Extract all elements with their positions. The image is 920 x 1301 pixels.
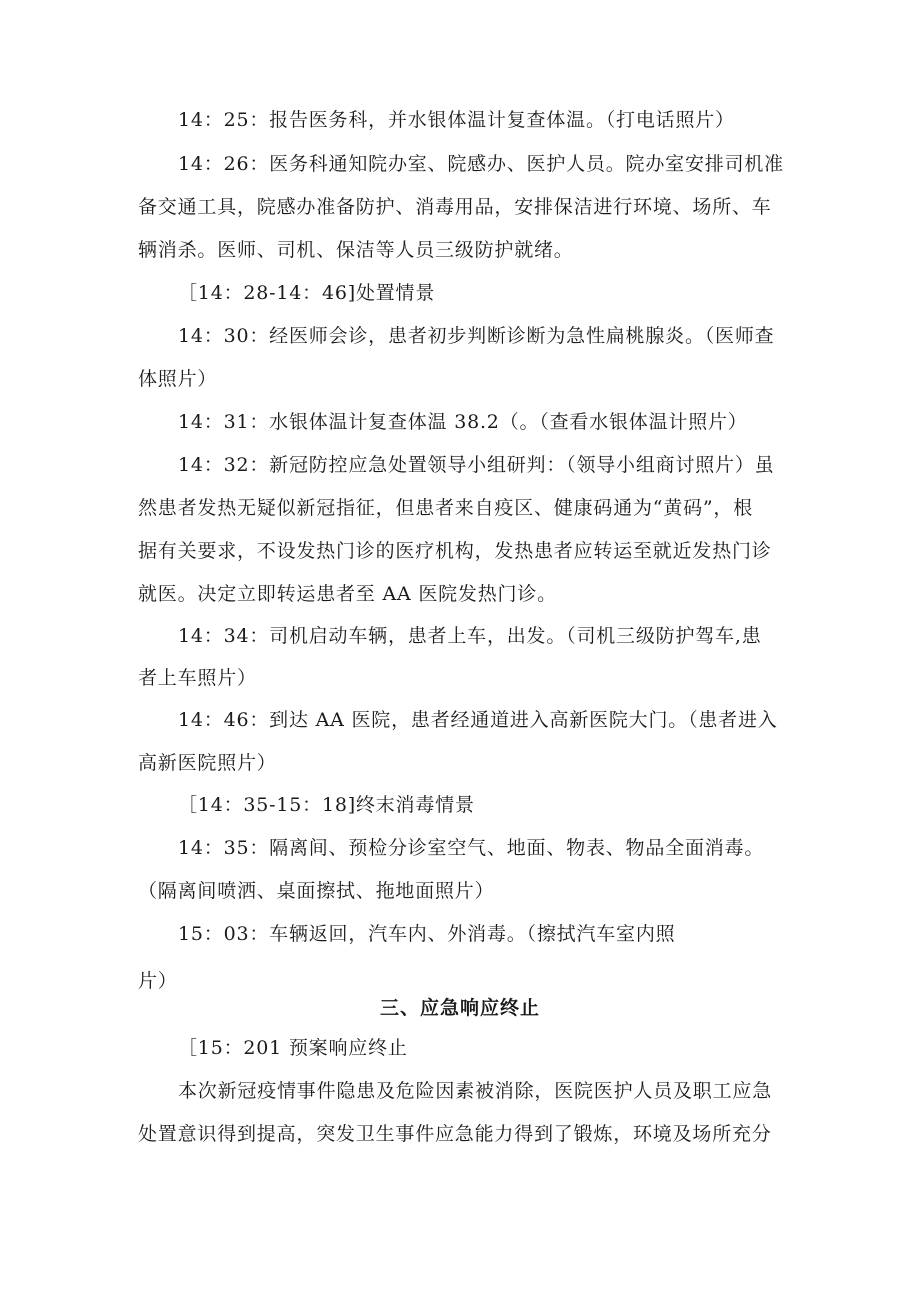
paragraph-line: 就医。决定立即转运患者至 AA 医院发热门诊。 xyxy=(138,583,557,605)
paragraph-line: 14：26：医务科通知院办室、院感办、医护人员。院办室安排司机准 xyxy=(178,153,784,175)
paragraph-line: 本次新冠疫情事件隐患及危险因素被消除，医院医护人员及职工应急 xyxy=(178,1080,773,1102)
paragraph-line: （隔离间喷洒、桌面擦拭、拖地面照片） xyxy=(138,880,495,902)
paragraph-line: 14：32：新冠防控应急处置领导小组研判：（领导小组商讨照片）虽 xyxy=(178,454,775,476)
paragraph-line: 片） xyxy=(138,970,178,992)
subsection-label: ［14：35-15：18]终末消毒情景 xyxy=(178,794,475,816)
paragraph-line: 14：34：司机启动车辆，患者上车，出发。（司机三级防护驾车,患 xyxy=(178,625,762,647)
paragraph-line: 辆消杀。医师、司机、保洁等人员三级防护就绪。 xyxy=(138,239,574,261)
paragraph-line: 体照片） xyxy=(138,368,218,390)
paragraph-line: 14：25：报告医务科，并水银体温计复查体温。（打电话照片） xyxy=(178,109,735,131)
section-heading: 三、应急响应终止 xyxy=(379,997,540,1019)
paragraph-line: 15：03：车辆返回，汽车内、外消毒。（擦拭汽车室内照 xyxy=(178,923,676,945)
paragraph-line: 高新医院照片） xyxy=(138,752,277,774)
paragraph-line: 据有关要求，不设发热门诊的医疗机构，发热患者应转运至就近发热门诊 xyxy=(138,540,772,562)
paragraph-line: 14：46：到达 AA 医院，患者经通道进入高新医院大门。（患者进入 xyxy=(178,709,778,731)
paragraph-line: 然患者发热无疑似新冠指征，但患者来自疫区、健康码通为“黄码”，根 xyxy=(138,497,754,519)
paragraph-line: 14：30：经医师会诊，患者初步判断诊断为急性扁桃腺炎。（医师查 xyxy=(178,325,775,347)
subsection-label: ［15：201 预案响应终止 xyxy=(178,1037,408,1059)
paragraph-line: 14：31：水银体温计复查体温 38.2（。（查看水银体温计照片） xyxy=(178,411,748,433)
paragraph-line: 处置意识得到提高，突发卫生事件应急能力得到了锻炼，环境及场所充分 xyxy=(138,1123,772,1145)
paragraph-line: 14：35：隔离间、预检分诊室空气、地面、物表、物品全面消毒。 xyxy=(178,837,765,859)
subsection-label: ［14：28-14：46]处置情景 xyxy=(178,282,436,304)
paragraph-line: 者上车照片） xyxy=(138,667,257,689)
paragraph-line: 备交通工具，院感办准备防护、消毒用品，安排保洁进行环境、场所、车 xyxy=(138,196,772,218)
